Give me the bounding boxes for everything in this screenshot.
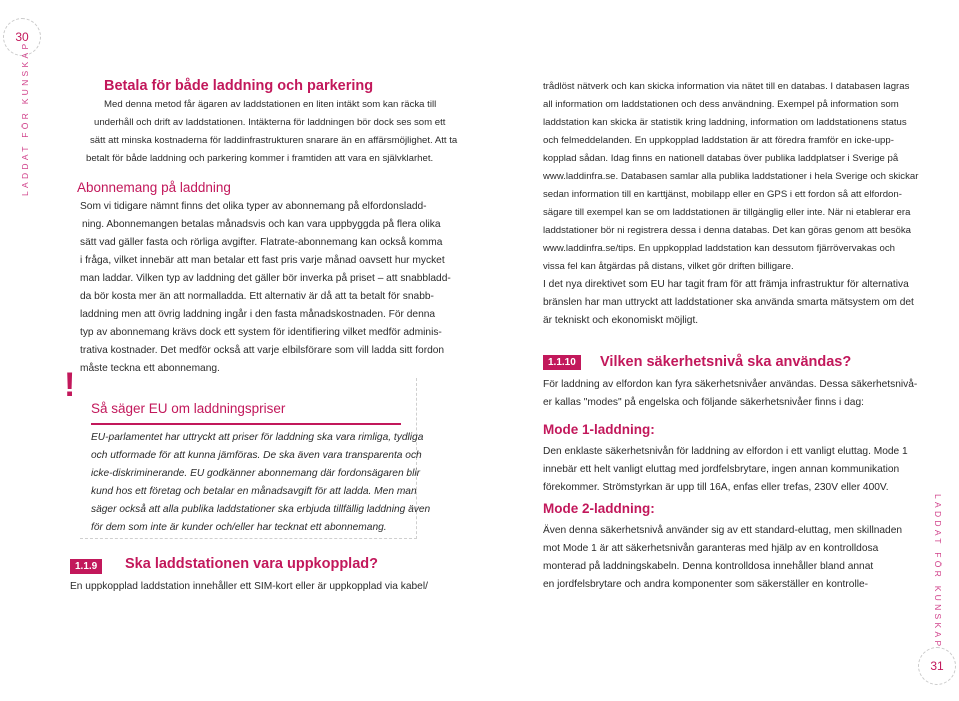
para-line: all information om laddstationen och dess användning. Exempel på information som [543,99,899,110]
section-number-1110: 1.1.10 [543,355,581,370]
para-line: måste teckna ett abonnemang. [80,363,220,374]
para-line: Som vi tidigare nämnt finns det olika typer av abonnemang på elfordonsladd- [80,201,427,212]
callout-title: Så säger EU om laddningspriser [91,401,286,416]
para-line: www.laddinfra.se/tips. En uppkopplad laddstation kan dessutom fjärrövervakas och [543,243,895,254]
para-line: En uppkopplad laddstation innehåller ett SIM-kort eller är uppkopplad via kabel/ [70,581,428,592]
callout-rule [91,423,401,425]
side-label-left: LADDAT FÖR KUNSKAP [20,40,30,196]
para-line: ning. Abonnemangen betalas månadsvis och kan vara uppbyggda på flera olika [82,219,441,230]
para-line: och felmeddelanden. En uppkopplad laddstation är att föredra framför en icke-upp- [543,135,894,146]
para-line: trådlöst nätverk och kan skicka information via nätet till en databas. I databasen lagras [543,81,910,92]
para-line: innebär ett helt vanligt eluttag med jordfelsbrytare, ingen annan kommunikation [543,464,900,475]
para-line: vissa fel kan åtgärdas på distans, vilket gör driften billigare. [543,261,794,272]
para-line: underhåll och drift av laddstationen. Intäkterna för laddningen bör dock ses som ett [94,117,446,128]
para-line: www.laddinfra.se. Databasen samlar alla publika laddstationer i hela Sverige och skickar [543,171,919,182]
para-line: För laddning av elfordon kan fyra säkerhetsnivåer användas. Dessa säkerhetsnivå- [543,379,918,390]
para-line: man laddar. Vilken typ av laddning det gäller bör inverka på priset – att snabbladd- [80,273,451,284]
heading-sakerhetsniva: Vilken säkerhetsnivå ska användas? [600,354,852,370]
heading-uppkopplad: Ska laddstationen vara uppkopplad? [125,556,378,572]
callout-line: för dem som inte är kunder och/eller har tecknat ett abonnemang. [91,522,387,533]
para-line: I det nya direktivet som EU har tagit fram för att främja infrastruktur för alternativa [543,279,909,290]
para-line: sedan information till en karttjänst, mobilapp eller en GPS i ett fordon så att elfordon- [543,189,902,200]
para-line: kopplad sådan. Idag finns en nationell databas över publika laddplatser i Sverige på [543,153,899,164]
callout-line: kund hos ett företag och betalar en månadsavgift för att ladda. Men man [91,486,417,497]
para-line: monterad på laddningskabeln. Denna kontrolldosa innehåller bland annat [543,561,874,572]
para-line: da bör kosta mer än att normalladda. Ett alternativ är då att ta betalt för snabb- [80,291,434,302]
para-line: laddning men att övrig laddning ingår i den fasta månadskostnaden. För denna [80,309,436,320]
para-line: är tekniskt och ekonomiskt möjligt. [543,315,699,326]
para-line: sägare till exempel kan se om laddstationen är tillgänglig eller inte. När ni etablerar era [543,207,911,218]
para-line: i fråga, vilket innebär att man betalar ett fast pris varje månad oavsett hur mycket [80,255,445,266]
page-number-right [918,647,956,685]
para-line: sätt att minska kostnaderna för laddinfrastrukturen snarare än en affärsmöjlighet. Att ta [90,135,458,146]
section-number-119: 1.1.9 [70,559,102,574]
para-line: Den enklaste säkerhetsnivån för laddning av elfordon i ett vanligt eluttag. Mode 1 [543,446,908,457]
para-line: betalt för både laddning och parkering kommer i framtiden att vara en självklarhet. [86,153,434,164]
para-line: laddstation kan skicka är statistik kring laddning, information om laddstationens status [543,117,907,128]
para-line: en jordfelsbrytare och andra komponenter som säkerställer en kontrolle- [543,579,869,590]
page-number-text: 31 [930,659,944,673]
exclamation-icon: ! [64,366,76,404]
para-line: typ av abonnemang krävs dock ett system för identifiering vilket medför adminis- [80,327,442,338]
callout-line: och utformade för att kunna jämföras. De ska även vara transparenta och [91,450,422,461]
para-line: förekommer. Strömstyrkan är upp till 16A, enfas eller trefas, 230V eller 400V. [543,482,889,493]
para-line: laddstationer bör ni registrera dessa i denna databas. Det kan göras genom att besöka [543,225,911,236]
callout-line: säger också att alla publika laddstationer ska erbjuda tillfällig laddning även [91,504,431,515]
heading-abonnemang: Abonnemang på laddning [77,180,231,195]
side-label-right: LADDAT FÖR KUNSKAP [933,494,943,650]
callout-line: EU-parlamentet har uttryckt att priser för laddning ska vara rimliga, tydliga [91,432,424,443]
para-line: trativa kostnader. Det medför också att varje elbilsförare som vill ladda sitt fordon [80,345,445,356]
para-line: bränslen har man uttryckt att laddstationer ska använda smarta mätsystem om det [543,297,914,308]
heading-mode1: Mode 1-laddning: [543,422,655,437]
para-line: sätt vad gäller fasta och rörliga avgifter. Flatrate-abonnemang kan också komma [80,237,443,248]
heading-betala: Betala för både laddning och parkering [104,78,374,94]
para-line: er kallas "modes" på engelska och följande säkerhetsnivåer finns i dag: [543,397,864,408]
para-line: Även denna säkerhetsnivå använder sig av ett standard-eluttag, men skillnaden [543,525,903,536]
para-line: mot Mode 1 är att säkerhetsnivån garanteras med hjälp av en kontrolldosa [543,543,879,554]
heading-mode2: Mode 2-laddning: [543,501,655,516]
callout-line: icke-diskriminerande. EU godkänner abonnemang där fordonsägaren blir [91,468,421,479]
para-line: Med denna metod får ägaren av laddstationen en liten intäkt som kan räcka till [104,99,437,110]
page-number-text: 30 [15,30,29,44]
